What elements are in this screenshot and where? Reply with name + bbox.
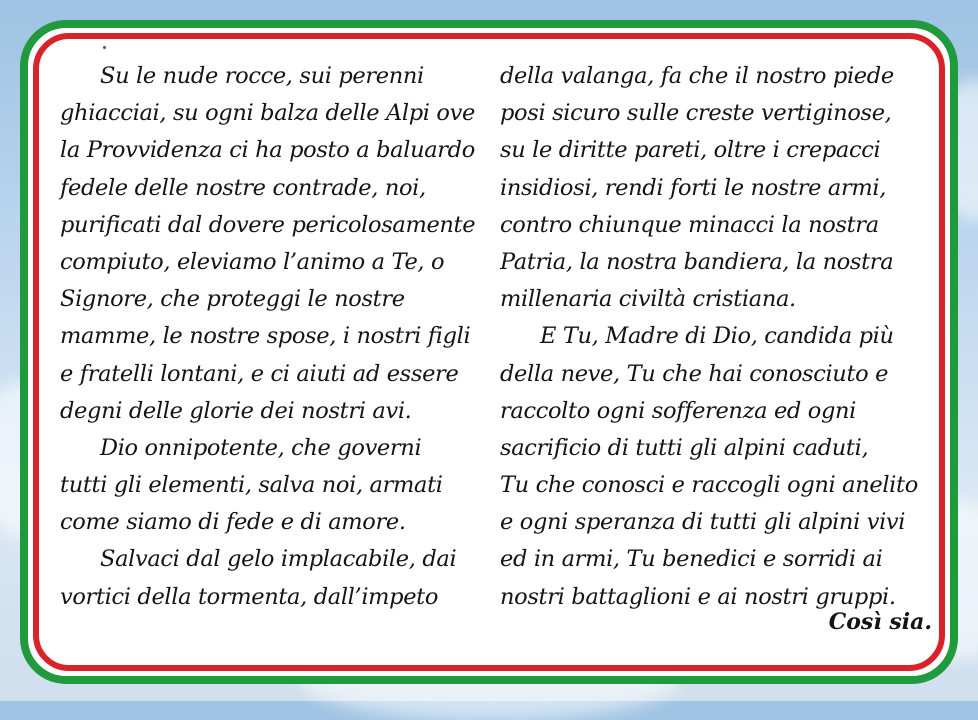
prayer-line: ed in armi, Tu benedici e sorridi ai	[500, 546, 883, 573]
prayer-line: Patria, la nostra bandiera, la nostra	[500, 248, 894, 275]
prayer-line: posi sicuro sulle creste vertiginose,	[500, 100, 892, 127]
prayer-line: Su le nude rocce, sui perenni	[100, 63, 424, 89]
prayer-line: millenaria civiltà cristiana.	[500, 286, 796, 313]
prayer-line: purificati dal dovere pericolosamente	[60, 211, 476, 238]
prayer-line: ghiacciai, su ogni balza delle Alpi ove	[60, 100, 475, 127]
prayer-line: E Tu, Madre di Dio, candida più	[540, 323, 894, 350]
prayer-line: della neve, Tu che hai conosciuto e	[500, 360, 889, 387]
prayer-line: insidiosi, rendi forti le nostre armi,	[500, 174, 887, 201]
print-speck	[103, 46, 106, 49]
prayer-right-column	[500, 58, 930, 616]
prayer-line: sacrificio di tutti gli alpini caduti,	[500, 434, 869, 461]
prayer-line: come siamo di fede e di amore.	[60, 509, 406, 536]
prayer-line: e fratelli lontani, e ci aiuti ad essere	[60, 360, 459, 387]
prayer-line: tutti gli elementi, salva noi, armati	[60, 472, 443, 499]
prayer-line: raccolto ogni sofferenza ed ogni	[500, 397, 856, 424]
prayer-line: vortici della tormenta, dall’impeto	[60, 583, 439, 610]
prayer-line: compiuto, eleviamo l’animo a Te, o	[60, 248, 445, 275]
prayer-line: nostri battaglioni e ai nostri gruppi.	[500, 583, 896, 610]
prayer-line: degni delle glorie dei nostri avi.	[60, 397, 412, 424]
prayer-closing: Così sia.	[828, 609, 932, 635]
prayer-line: la Provvidenza ci ha posto a baluardo	[60, 137, 475, 164]
prayer-line: Tu che conosci e raccogli ogni anelito	[500, 472, 918, 499]
prayer-line: contro chiunque minacci la nostra	[500, 211, 879, 238]
prayer-left-column	[60, 58, 480, 616]
prayer-line: della valanga, fa che il nostro piede	[500, 63, 894, 89]
prayer-line: fedele delle nostre contrade, noi,	[60, 174, 426, 201]
prayer-line: su le diritte pareti, oltre i crepacci	[500, 137, 881, 164]
prayer-line: mamme, le nostre spose, i nostri figli	[60, 323, 471, 350]
prayer-line: e ogni speranza di tutti gli alpini vivi	[500, 509, 906, 536]
prayer-line: Signore, che proteggi le nostre	[60, 286, 405, 313]
prayer-line: Dio onnipotente, che governi	[100, 434, 422, 461]
prayer-line: Salvaci dal gelo implacabile, dai	[100, 546, 457, 573]
